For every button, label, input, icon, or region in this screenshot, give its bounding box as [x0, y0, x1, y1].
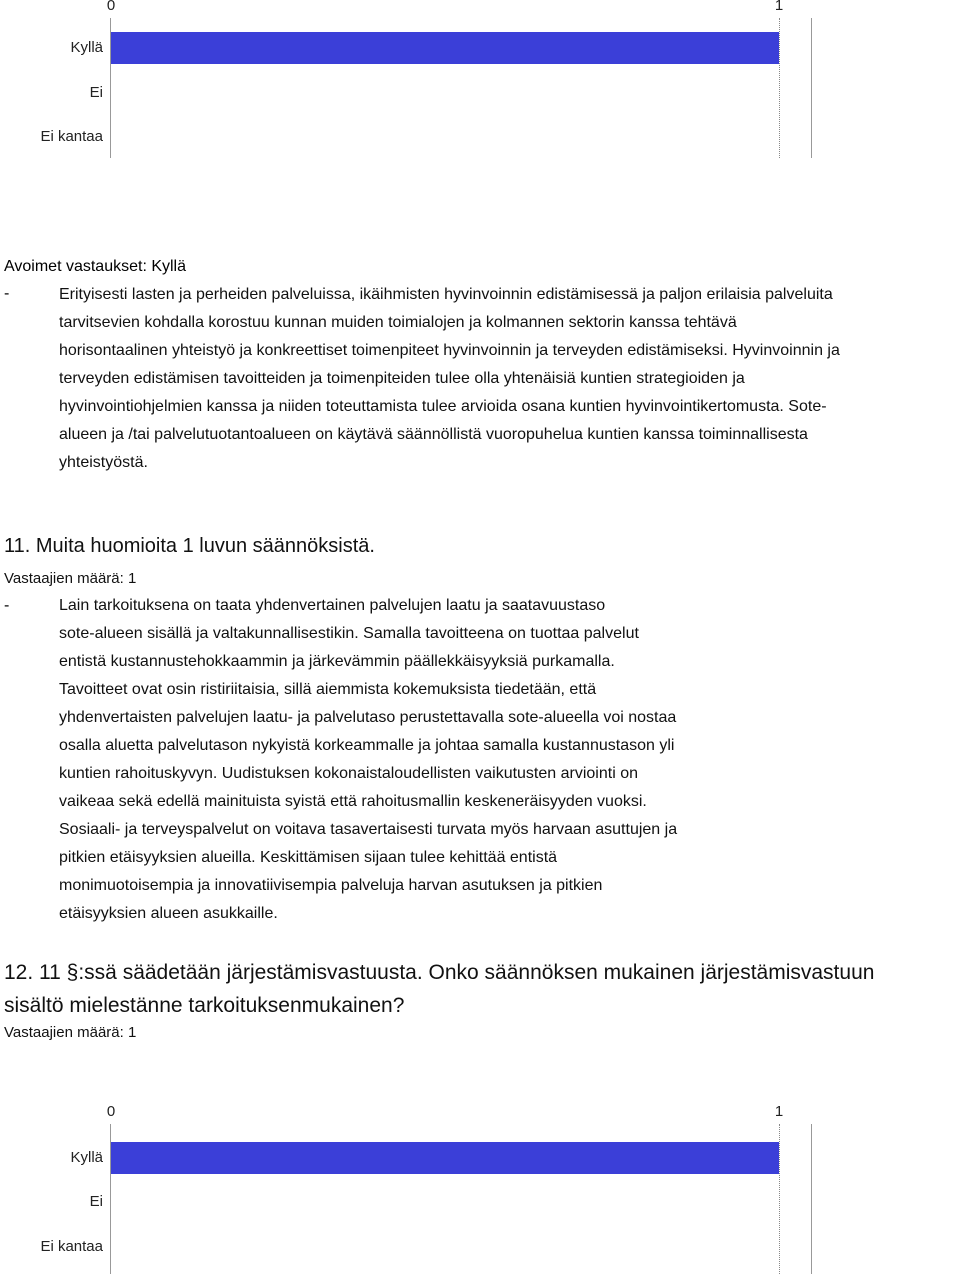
answer-dash: - — [4, 285, 10, 302]
category-label-kylla: Kyllä — [70, 1149, 103, 1166]
text-line: Sosiaali- ja terveyspalvelut on voitava tasavertaisesti turvata myös harvaan asuttujen ja — [59, 821, 678, 838]
x-tick-0: 0 — [106, 1103, 116, 1120]
category-label-ei-kantaa: Ei kantaa — [40, 128, 103, 145]
text-line: yhdenvertaisten palvelujen laatu- ja palvelutaso perustettavalla sote-alueella voi nostaa — [59, 709, 677, 726]
question-12-title-line: 12. 11 §:ssä säädetään järjestämisvastuusta. Onko säännöksen mukainen järjestämisvastuun — [4, 961, 875, 984]
chart-q10 — [0, 0, 960, 160]
open-answers-heading: Avoimet vastaukset: Kyllä — [4, 258, 187, 275]
question-11-title: 11. Muita huomioita 1 luvun säännöksistä. — [4, 535, 375, 557]
text-line: yhteistyöstä. — [59, 454, 148, 471]
gridline — [779, 18, 780, 158]
text-line: Lain tarkoituksena on taata yhdenvertainen palvelujen laatu ja saatavuustaso — [59, 597, 606, 614]
text-line: vaikeaa sekä edellä mainituista syistä että rahoitusmallin keskeneräisyyden vuoksi. — [59, 793, 647, 810]
text-line: etäisyyksien alueen asukkaille. — [59, 905, 278, 922]
question-12-respondents: Vastaajien määrä: 1 — [4, 1024, 137, 1041]
x-tick-1: 1 — [774, 0, 784, 14]
answer-dash: - — [4, 597, 10, 614]
text-line: monimuotoisempia ja innovatiivisempia palveluja harvan asutuksen ja pitkien — [59, 877, 603, 894]
bar-kylla — [111, 32, 779, 64]
question-11-answer — [59, 592, 677, 928]
text-line: horisontaalinen yhteistyö ja konkreettiset toimenpiteet hyvinvoinnin ja terveyden edistämiseksi. Hyvinvoinnin ja — [59, 342, 840, 359]
text-line: Erityisesti lasten ja perheiden palveluissa, ikäihmisten hyvinvoinnin edistämisessä ja paljon erilaisia palveluita — [59, 286, 833, 303]
text-line: alueen ja /tai palvelutuotantoalueen on käytävä säännöllistä vuoropuhelua kuntien kanssa toiminnallisesta — [59, 426, 808, 443]
question-12-title-line: sisältö mielestänne tarkoituksenmukainen? — [4, 994, 405, 1017]
text-line: entistä kustannustehokkaammin ja järkevämmin päällekkäisyyksiä purkamalla. — [59, 653, 615, 670]
x-tick-1: 1 — [774, 1103, 784, 1120]
text-line: hyvinvointiohjelmien kanssa ja niiden toteuttamista tulee arvioida osana kuntien hyvinvointikertomusta. Sote- — [59, 398, 827, 415]
text-line: pitkien etäisyyksien alueilla. Keskittämisen sijaan tulee kehittää entistä — [59, 849, 558, 866]
category-label-kylla: Kyllä — [70, 39, 103, 56]
text-line: sote-alueen sisällä ja valtakunnallisestikin. Samalla tavoitteena on tuottaa palvelut — [59, 625, 639, 642]
open-answer-text — [59, 281, 840, 477]
bar-kylla — [111, 1142, 779, 1174]
category-label-ei: Ei — [89, 1193, 103, 1210]
question-11-respondents: Vastaajien määrä: 1 — [4, 570, 137, 587]
question-12-title — [4, 956, 874, 1022]
text-line: terveyden edistämisen tavoitteiden ja toimenpiteiden tulee olla yhtenäisiä kuntien strategioiden ja — [59, 370, 745, 387]
text-line: kuntien rahoituskyvyn. Uudistuksen kokonaistaloudellisten vaikutusten arviointi on — [59, 765, 638, 782]
text-line: osalla aluetta palvelutason nykyistä korkeammalle ja johtaa samalla kustannustason yli — [59, 737, 675, 754]
gridline — [779, 1124, 780, 1274]
text-line: Tavoitteet ovat osin ristiriitaisia, sillä aiemmista kokemuksista tiedetään, että — [59, 681, 597, 698]
category-label-ei: Ei — [89, 84, 103, 101]
chart-q12 — [0, 1103, 960, 1276]
text-line: tarvitsevien kohdalla korostuu kunnan muiden toimialojen ja kolmannen sektorin kanssa tehtävä — [59, 314, 737, 331]
category-label-ei-kantaa: Ei kantaa — [40, 1238, 103, 1255]
x-tick-0: 0 — [106, 0, 116, 14]
